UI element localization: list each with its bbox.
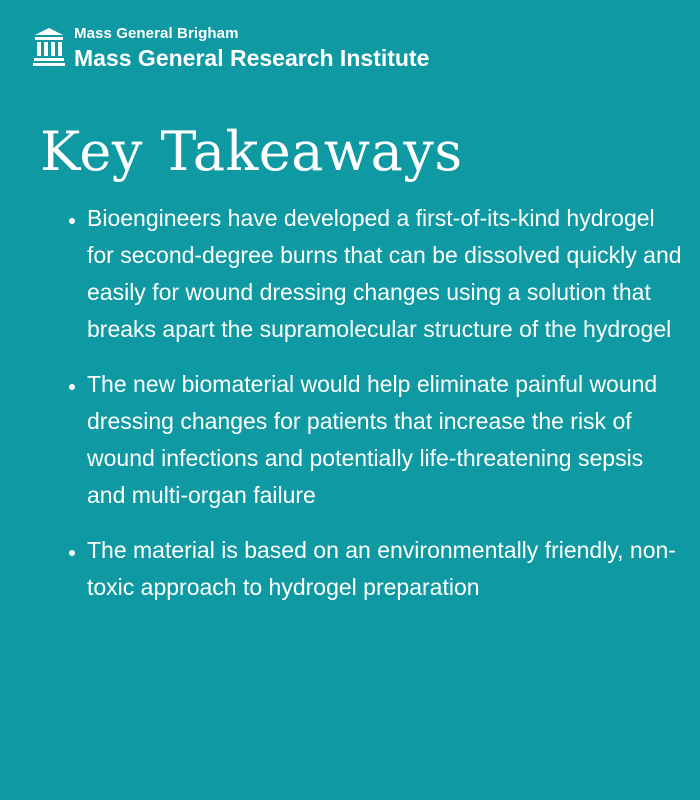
brand-text bbox=[74, 26, 429, 73]
list-item: • The new biomaterial would help eliminate painful wound dressing changes for patients that increase the risk of wound infections and potentially life-threatening sepsis and multi-organ failure bbox=[87, 366, 687, 514]
page-title: Key Takeaways bbox=[40, 120, 463, 183]
list-item: • The material is based on an environmentally friendly, non-toxic approach to hydrogel preparation bbox=[87, 532, 687, 606]
brand-parent-name: Mass General Brigham bbox=[74, 25, 239, 42]
brand-header bbox=[33, 26, 429, 73]
takeaways-list bbox=[60, 200, 687, 624]
list-item: • Bioengineers have developed a first-of-its-kind hydrogel for second-degree burns that can be dissolved quickly and easily for wound dressing changes using a solution that breaks apart the supramolecular structure of the hydrogel bbox=[87, 200, 687, 348]
brand-institute-name: Mass General Research Institute bbox=[74, 45, 430, 71]
building-columns-icon bbox=[33, 26, 65, 68]
